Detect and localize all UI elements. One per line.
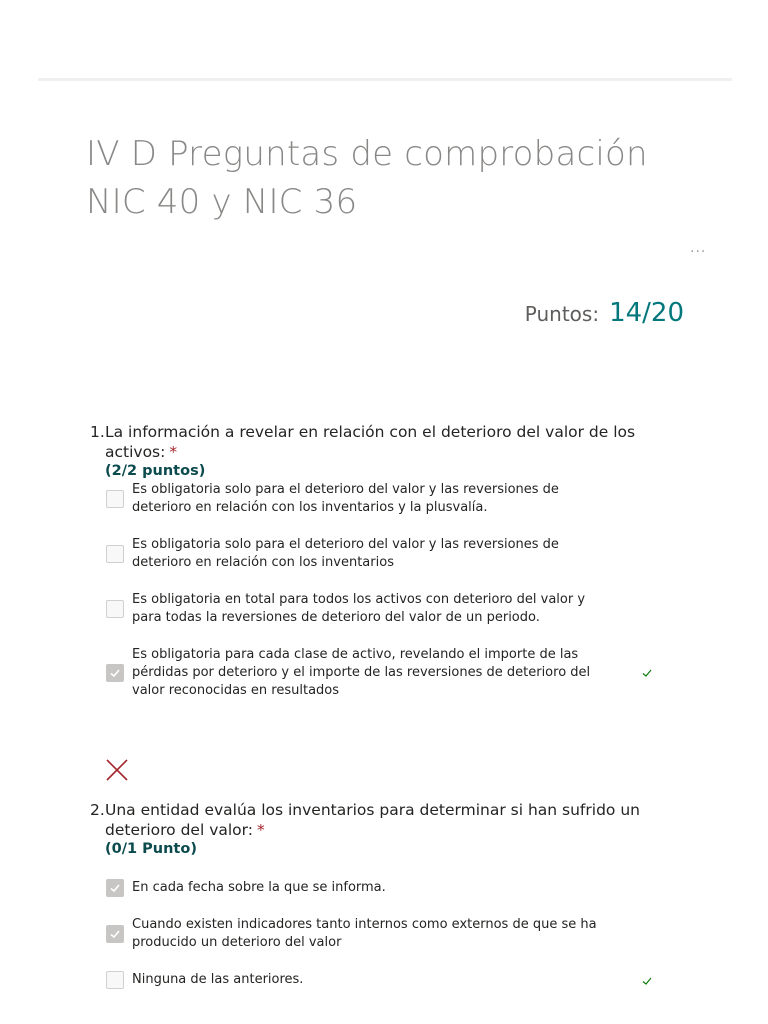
required-marker: * bbox=[169, 443, 178, 461]
checkbox-checked[interactable] bbox=[106, 664, 124, 682]
score bbox=[525, 298, 684, 328]
more-icon[interactable]: ··· bbox=[690, 244, 707, 260]
question-text: La información a revelar en relación con el deterioro del valor de los activos: bbox=[105, 423, 636, 461]
option-label: Es obligatoria en total para todos los activos con deterioro del valor y para todas la reversiones de deterioro del valor de un periodo. bbox=[132, 592, 586, 625]
question-number: 2. bbox=[90, 801, 105, 819]
option-1-4[interactable] bbox=[106, 646, 666, 700]
question-2 bbox=[90, 800, 690, 857]
question-number: 1. bbox=[90, 423, 105, 441]
option-label: Es obligatoria para cada clase de activo, revelando el importe de las pérdidas por deterioro y el importe de las reversiones de deterioro del valor reconocidas en resultados bbox=[132, 647, 591, 698]
option-2-3[interactable] bbox=[106, 971, 666, 989]
option-label: Es obligatoria solo para el deterioro del valor y las reversiones de deterioro en relación con los inventarios bbox=[132, 537, 559, 570]
question-points: (0/1 Punto) bbox=[105, 841, 197, 857]
checkbox[interactable] bbox=[106, 545, 124, 563]
checkbox-checked[interactable] bbox=[106, 925, 124, 943]
question-1 bbox=[90, 422, 690, 479]
option-2-1[interactable] bbox=[106, 879, 666, 897]
checkbox[interactable] bbox=[106, 490, 124, 508]
checkbox[interactable] bbox=[106, 600, 124, 618]
option-label: Ninguna de las anteriores. bbox=[132, 972, 304, 987]
checkmark-icon bbox=[109, 667, 121, 679]
header-divider bbox=[38, 78, 732, 81]
option-1-3[interactable] bbox=[106, 591, 666, 627]
option-label: Es obligatoria solo para el deterioro del valor y las reversiones de deterioro en relación con los inventarios y la plusvalía. bbox=[132, 482, 559, 515]
option-label: Cuando existen indicadores tanto internos como externos de que se ha producido un deterioro del valor bbox=[132, 917, 597, 950]
form-title: IV D Preguntas de comprobación NIC 40 y NIC 36 bbox=[86, 134, 648, 222]
option-label: En cada fecha sobre la que se informa. bbox=[132, 880, 386, 895]
x-icon bbox=[106, 759, 128, 781]
question-text: Una entidad evalúa los inventarios para determinar si han sufrido un deterioro del valor: bbox=[105, 801, 640, 839]
option-1-2[interactable] bbox=[106, 536, 666, 572]
score-label: Puntos: bbox=[524, 302, 600, 326]
checkmark-icon bbox=[109, 882, 121, 894]
checkbox-checked[interactable] bbox=[106, 879, 124, 897]
correct-checkmark-icon bbox=[640, 666, 654, 680]
checkmark-icon bbox=[109, 928, 121, 940]
question-points: (2/2 puntos) bbox=[105, 463, 206, 479]
checkbox[interactable] bbox=[106, 971, 124, 989]
required-marker: * bbox=[256, 821, 265, 839]
option-2-2[interactable] bbox=[106, 916, 666, 952]
score-value: 14/20 bbox=[609, 298, 684, 328]
correct-checkmark-icon bbox=[640, 974, 654, 988]
option-1-1[interactable] bbox=[106, 481, 666, 517]
